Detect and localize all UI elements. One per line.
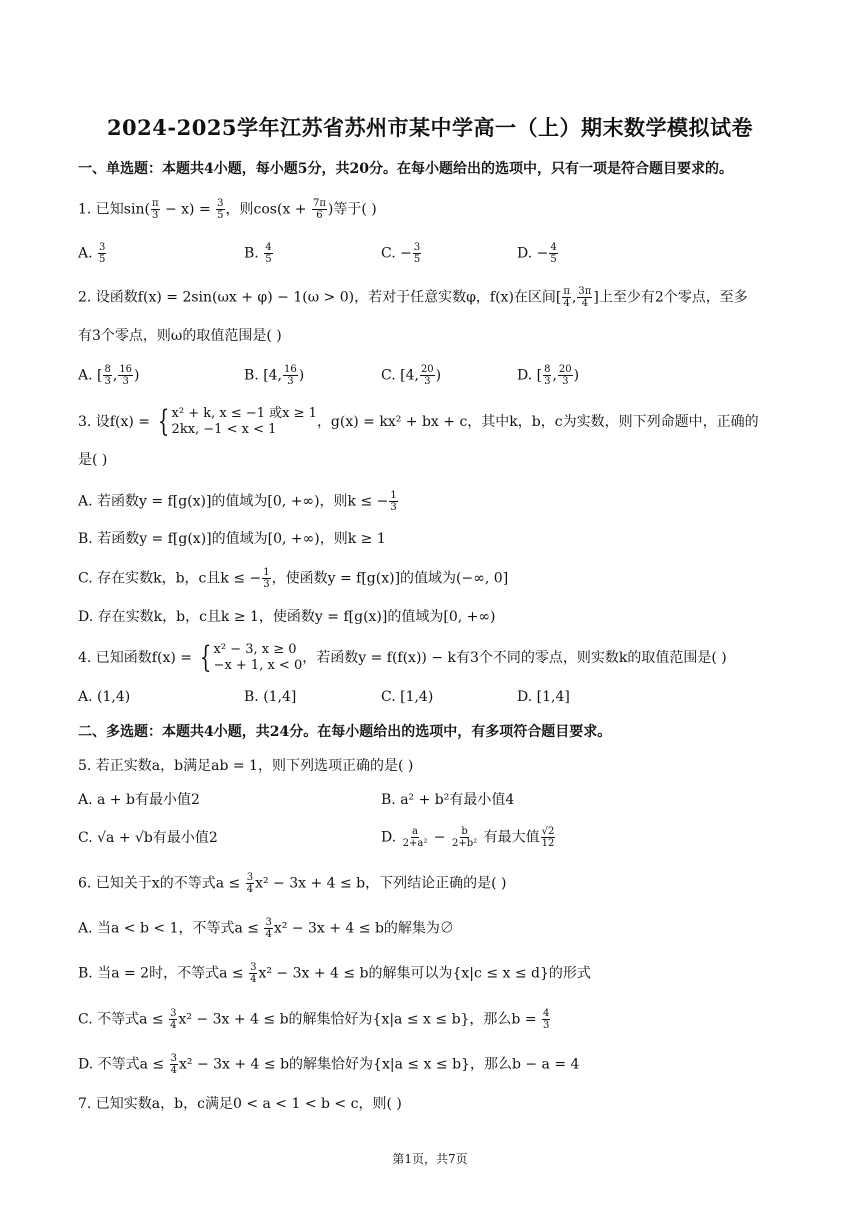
question-2-option-a: A. [ $\frac{8}{3}$ , $\frac{16}{3}$ ) — [78, 364, 140, 387]
question-5-option-a: A. a + b有最小值2 — [78, 792, 200, 808]
question-4-option-b: B. (1,4] — [244, 689, 297, 705]
question-6-option-a: A. 当a < b < 1，不等式a ≤ $\frac{3}{4}$ x² − 3x + 4 ≤ b的解集为∅ — [78, 917, 454, 940]
question-7-stem: 7. 已知实数a，b，c满足0 < a < 1 < b < c，则( ) — [78, 1096, 402, 1112]
question-3-option-c: C. 存在实数k，b，c且k ≤ − $\frac{1}{3}$ ，使函数y = f[g(x)]的值域为(−∞, 0] — [78, 567, 509, 590]
question-1-option-b: B. $\frac{4}{5}$ — [244, 242, 272, 265]
question-5-option-c: C. √a + √b有最小值2 — [78, 830, 218, 846]
question-4-option-d: D. [1,4] — [517, 689, 570, 705]
question-1-option-a: A. $\frac{3}{5}$ — [78, 242, 106, 265]
page-number-footer: 第1页，共7页 — [392, 1152, 468, 1166]
question-2-option-d: D. [ $\frac{8}{3}$ , $\frac{20}{3}$ ) — [517, 364, 580, 387]
question-5-option-d: D. $\frac{a}{\text{2+a²}}$ − $\frac{b}{\text{2+b²}}$ 有最大值 $\frac{√2}{12}$ — [381, 826, 555, 849]
page-title: 2024-2025学年江苏省苏州市某中学高一（上）期末数学模拟试卷 — [106, 115, 754, 140]
section-single-choice-header: 一、单选题：本题共4小题，每小题5分，共20分。在每小题给出的选项中，只有一项是符合题目要求的。 — [78, 161, 733, 177]
section-multi-choice-header: 二、多选题：本题共4小题，共24分。在每小题给出的选项中，有多项符合题目要求。 — [78, 724, 612, 740]
question-6-option-b: B. 当a = 2时，不等式a ≤ $\frac{3}{4}$ x² − 3x + 4 ≤ b的解集可以为{x|c ≤ x ≤ d}的形式 — [78, 962, 591, 985]
question-5-option-b: B. a² + b²有最小值4 — [381, 792, 515, 808]
question-1-option-c: C. − $\frac{3}{5}$ — [381, 242, 421, 265]
question-2-stem: 2. 设函数f(x) = 2sin(ωx + φ) − 1(ω > 0)，若对于任意实数φ，f(x)在区间[ $\frac{\pi}{4}$ , $\frac{3\pi}{4}$ ]上至少有2个零点，至多 — [78, 286, 748, 309]
question-3-stem: 3. 设f(x) = { x² + k, x ≤ −1 或x ≥ 1 2kx, −1 < x < 1 ，g(x) = kx² + bx + c，其中k，b，c为实数，则下列命题中，正确的 — [78, 404, 759, 439]
question-3-option-d: D. 存在实数k，b，c且k ≥ 1，使函数y = f[g(x)]的值域为[0, +∞) — [78, 609, 496, 625]
question-6-option-c: C. 不等式a ≤ $\frac{3}{4}$ x² − 3x + 4 ≤ b的解集恰好为{x|a ≤ x ≤ b}，那么b = $\frac{4}{3}$ — [78, 1008, 550, 1031]
question-3-option-a: A. 若函数y = f[g(x)]的值域为[0, +∞)，则k ≤ − $\frac{1}{3}$ — [78, 490, 397, 513]
question-3-option-b: B. 若函数y = f[g(x)]的值域为[0, +∞)，则k ≥ 1 — [78, 531, 386, 547]
question-2-stem-continued: 有3个零点，则ω的取值范围是( ) — [78, 328, 282, 344]
question-4-option-c: C. [1,4) — [381, 689, 434, 705]
question-2-option-b: B. [4, $\frac{16}{3}$ ) — [244, 364, 305, 387]
question-1-option-d: D. − $\frac{4}{5}$ — [517, 242, 557, 265]
question-3-stem-continued: 是( ) — [78, 452, 108, 468]
question-6-option-d: D. 不等式a ≤ $\frac{3}{4}$ x² − 3x + 4 ≤ b的解集恰好为{x|a ≤ x ≤ b}，那么b − a = 4 — [78, 1053, 580, 1076]
question-6-stem: 6. 已知关于x的不等式a ≤ $\frac{3}{4}$ x² − 3x + 4 ≤ b，下列结论正确的是( ) — [78, 872, 507, 895]
question-2-option-c: C. [4, $\frac{20}{3}$ ) — [381, 364, 442, 387]
question-4-option-a: A. (1,4) — [78, 689, 131, 705]
question-1-stem: 1. 已知sin( $\frac{\pi}{3}$ − x) = $\frac{3}{5}$ ，则cos(x + $\frac{7\pi}{6}$ )等于( ) — [78, 198, 377, 221]
question-5-stem: 5. 若正实数a，b满足ab = 1，则下列选项正确的是( ) — [78, 758, 414, 774]
question-4-stem: 4. 已知函数f(x) = { x² − 3, x ≥ 0 −x + 1, x < 0 ，若函数y = f(f(x)) − k有3个不同的零点，则实数k的取值范围是( ) — [78, 640, 727, 675]
